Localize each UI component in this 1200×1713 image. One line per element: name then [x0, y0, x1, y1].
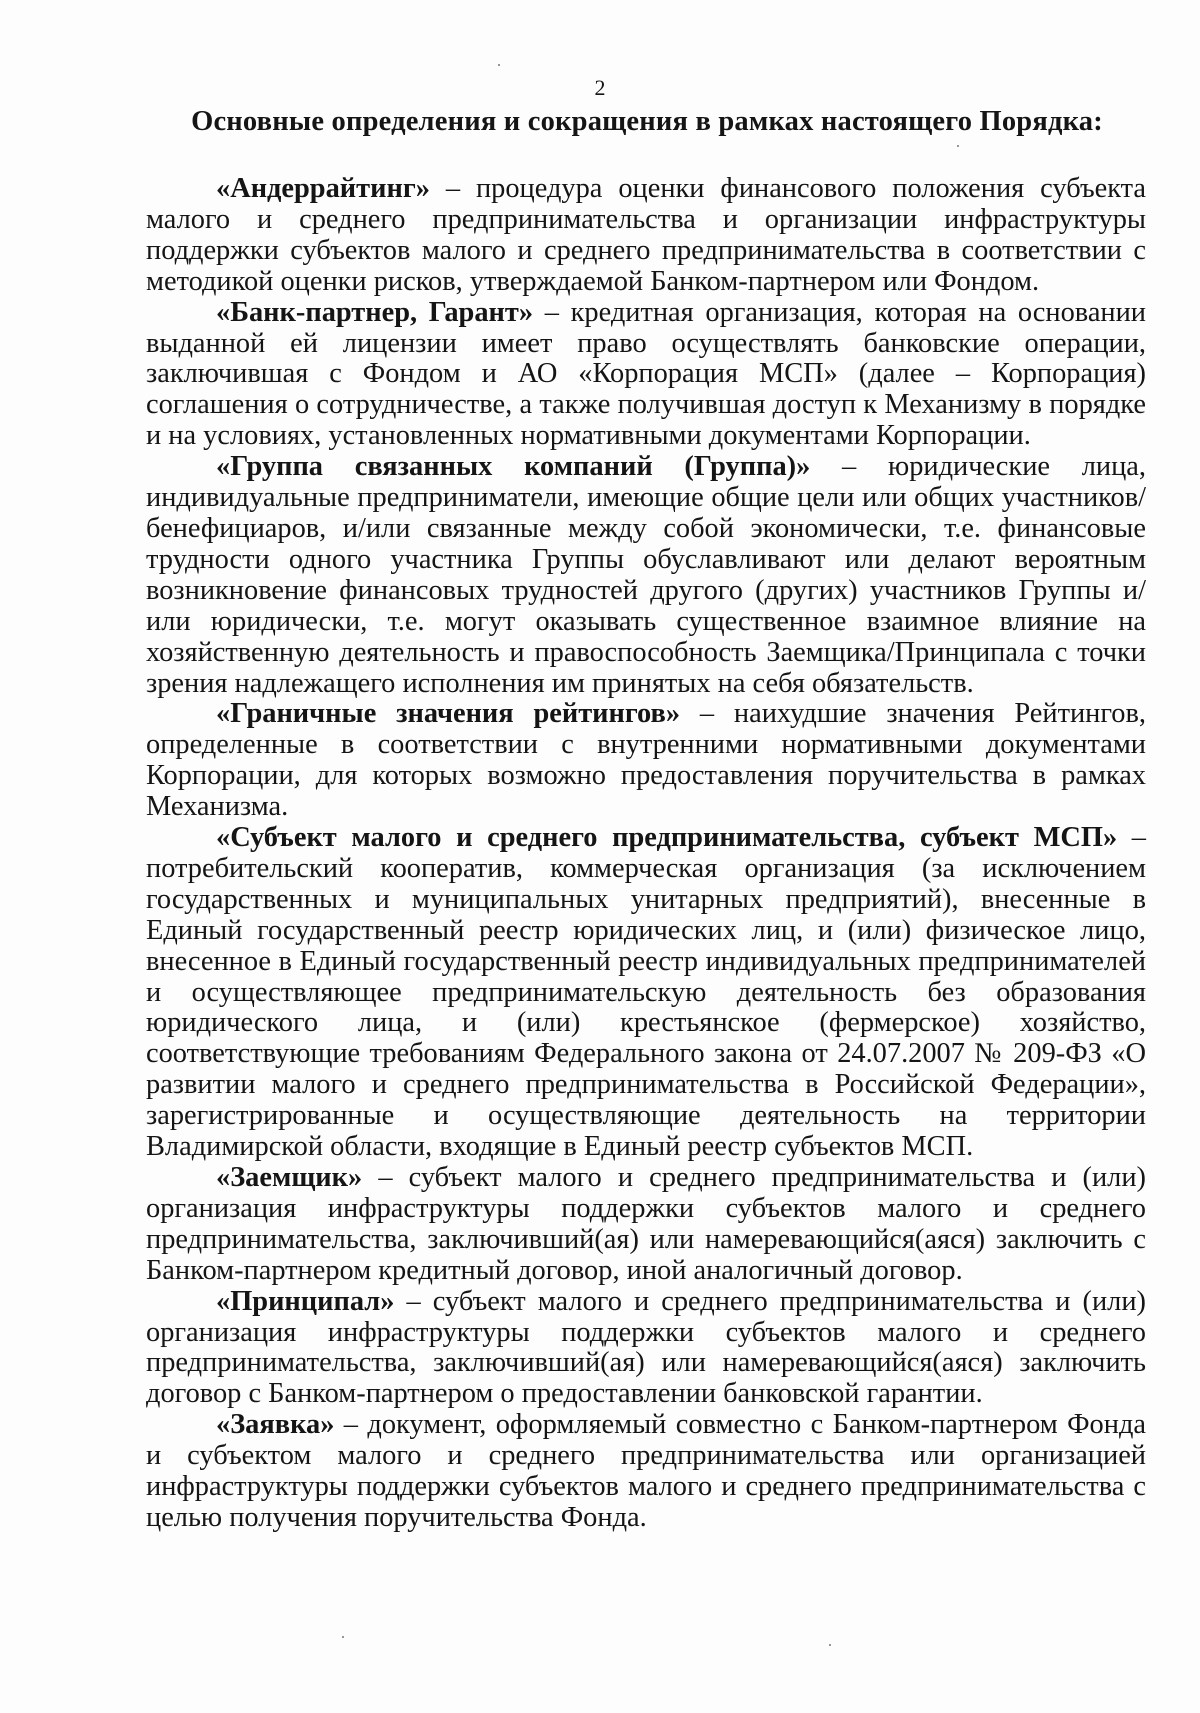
definition-term: «Заявка» — [216, 1409, 335, 1441]
page-heading: Основные определения и сокращения в рамках настоящего Порядка: — [191, 106, 1103, 137]
definition-text: – документ, оформляемый совместно с Банком-партнером Фонда и субъектом малого и среднего предпринимательства или организацией инфраструктуры поддержки субъектов малого и среднего предпринимательства с целью получения поручительства Фонда. — [146, 1409, 1146, 1533]
definition-term: «Субъект малого и среднего предпринимательства, субъект МСП» — [216, 822, 1118, 854]
scan-speck — [957, 145, 959, 147]
scan-speck — [498, 64, 500, 66]
definition-text: – субъект малого и среднего предпринимательства и (или) организация инфраструктуры поддержки субъектов малого и среднего предпринимательства, заключивший(ая) или намеревающийся(аяся) заключить договор с Банком-партнером о предоставлении банковской гарантии. — [146, 1285, 1146, 1410]
definition-term: «Андеррайтинг» — [216, 173, 430, 204]
definition-text: – кредитная организация, которая на основании выданной ей лицензии имеет право осуществлять банковские операции, заключившая с Фондом и АО «Корпорация МСП» (далее – Корпорация) соглашения о сотрудничестве, а также получившая доступ к Механизму в порядке и на условиях, установленных нормативными документами Корпорации. — [146, 296, 1146, 452]
definitions-list — [146, 174, 1146, 1534]
definition-application — [146, 1410, 1146, 1534]
definition-text: – юридические лица, индивидуальные предприниматели, имеющие общие цели или общих участников/бенефициаров, и/или связанные между собой экономически, т.е. финансовые трудности одного участника Группы обуславливают или делают вероятным возникновение финансовых трудностей другого (других) участников Группы и/или юридически, т.е. могут оказывать существенное взаимное влияние на хозяйственную деятельность и правоспособность Заемщика/Принципала с точки зрения надлежащего исполнения им принятых на себя обязательств. — [146, 451, 1146, 699]
definition-text: – наихудшие значения Рейтингов, определенные в соответствии с внутренними нормативными документами Корпорации, для которых возможно предоставления поручительства в рамках Механизма. — [146, 698, 1146, 823]
definition-principal — [146, 1287, 1146, 1411]
page-number: 2 — [594, 75, 606, 100]
definition-text: – потребительский кооператив, коммерческая организация (за исключением государственных и муниципальных унитарных предприятий), внесенные в Единый государственный реестр юридических лиц, и (или) физическое лицо, внесенное в Единый государственный реестр индивидуальных предпринимателей и осуществляющее предпринимательскую деятельность без образования юридического лица, и (или) крестьянское (фермерское) хозяйство, соответствующие требованиям Федерального закона от 24.07.2007 № 209-ФЗ «О развитии малого и среднего предпринимательства в Российской Федерации», зарегистрированные и осуществляющие деятельность на территории Владимирской области, входящие в Единый реестр субъектов МСП. — [146, 822, 1147, 1163]
definition-sme-subject — [146, 823, 1146, 1163]
definition-borrower — [146, 1163, 1146, 1287]
definition-term: «Граничные значения рейтингов» — [216, 698, 681, 730]
definition-term: «Группа связанных компаний (Группа)» — [216, 451, 811, 483]
definition-term: «Принципал» — [216, 1285, 395, 1317]
definition-partner-bank — [146, 298, 1146, 453]
definition-company-group — [146, 452, 1146, 699]
definition-text: – субъект малого и среднего предпринимательства и (или) организация инфраструктуры поддержки субъектов малого и среднего предпринимательства, заключивший(ая) или намеревающийся(аяся) заключить с Банком-партнером кредитный договор, иной аналогичный договор. — [146, 1162, 1146, 1286]
definition-rating-limits — [146, 699, 1146, 823]
scan-speck — [342, 1636, 344, 1638]
definition-text: – процедура оценки финансового положения субъекта малого и среднего предпринимательства и организации инфраструктуры поддержки субъектов малого и среднего предпринимательства в соответствии с методикой оценки рисков, утверждаемой Банком-партнером или Фондом. — [146, 173, 1146, 297]
definition-term: «Банк-партнер, Гарант» — [216, 296, 534, 328]
definition-term: «Заемщик» — [216, 1162, 363, 1193]
scan-speck — [829, 1644, 831, 1646]
definition-underwriting — [146, 174, 1146, 298]
